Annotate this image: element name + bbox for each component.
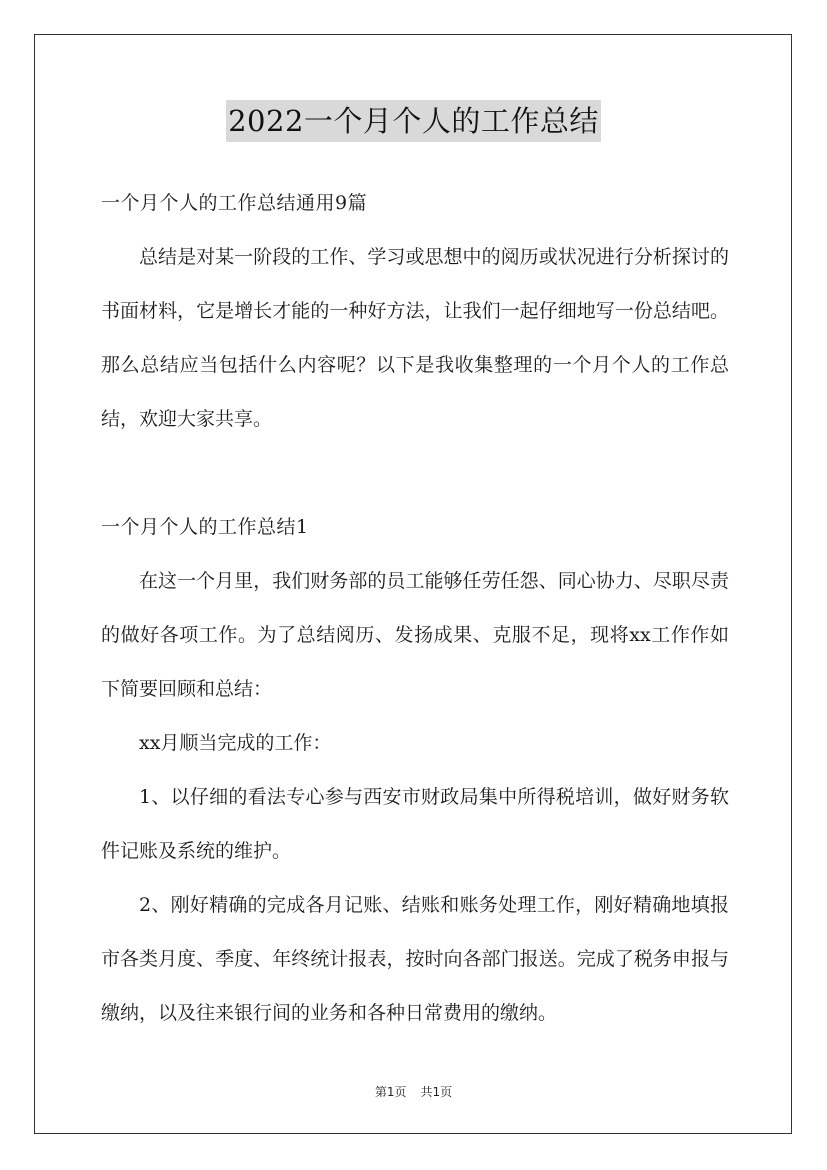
page-number: 第1页 bbox=[374, 1085, 407, 1099]
document-title: 2022一个月个人的工作总结 bbox=[226, 100, 601, 142]
page-footer bbox=[0, 1083, 827, 1100]
page-total: 共1页 bbox=[420, 1085, 453, 1099]
document-body bbox=[101, 176, 729, 1040]
intro-paragraph: 总结是对某一阶段的工作、学习或思想中的阅历或状况进行分析探讨的书面材料，它是增长才能的一种好方法，让我们一起仔细地写一份总结吧。那么总结应当包括什么内容呢？以下是我收集整理的一个月个人的工作总结，欢迎大家共享。 bbox=[101, 246, 729, 430]
title-container bbox=[0, 100, 827, 142]
document-subtitle: 一个月个人的工作总结通用9篇 bbox=[101, 192, 368, 214]
body-paragraph: 2、刚好精确的完成各月记账、结账和账务处理工作，刚好精确地填报市各类月度、季度、年终统计报表，按时向各部门报送。完成了税务申报与缴纳，以及往来银行间的业务和各种日常费用的缴纳。 bbox=[101, 894, 729, 1024]
section-heading: 一个月个人的工作总结1 bbox=[101, 516, 309, 538]
section-spacer bbox=[101, 446, 729, 500]
body-paragraph: 在这一个月里，我们财务部的员工能够任劳任怨、同心协力、尽职尽责的做好各项工作。为了总结阅历、发扬成果、克服不足，现将xx工作作如下简要回顾和总结： bbox=[101, 570, 729, 700]
body-paragraph: 1、以仔细的看法专心参与西安市财政局集中所得税培训，做好财务软件记账及系统的维护。 bbox=[101, 786, 729, 862]
body-paragraph: xx月顺当完成的工作： bbox=[139, 732, 332, 754]
